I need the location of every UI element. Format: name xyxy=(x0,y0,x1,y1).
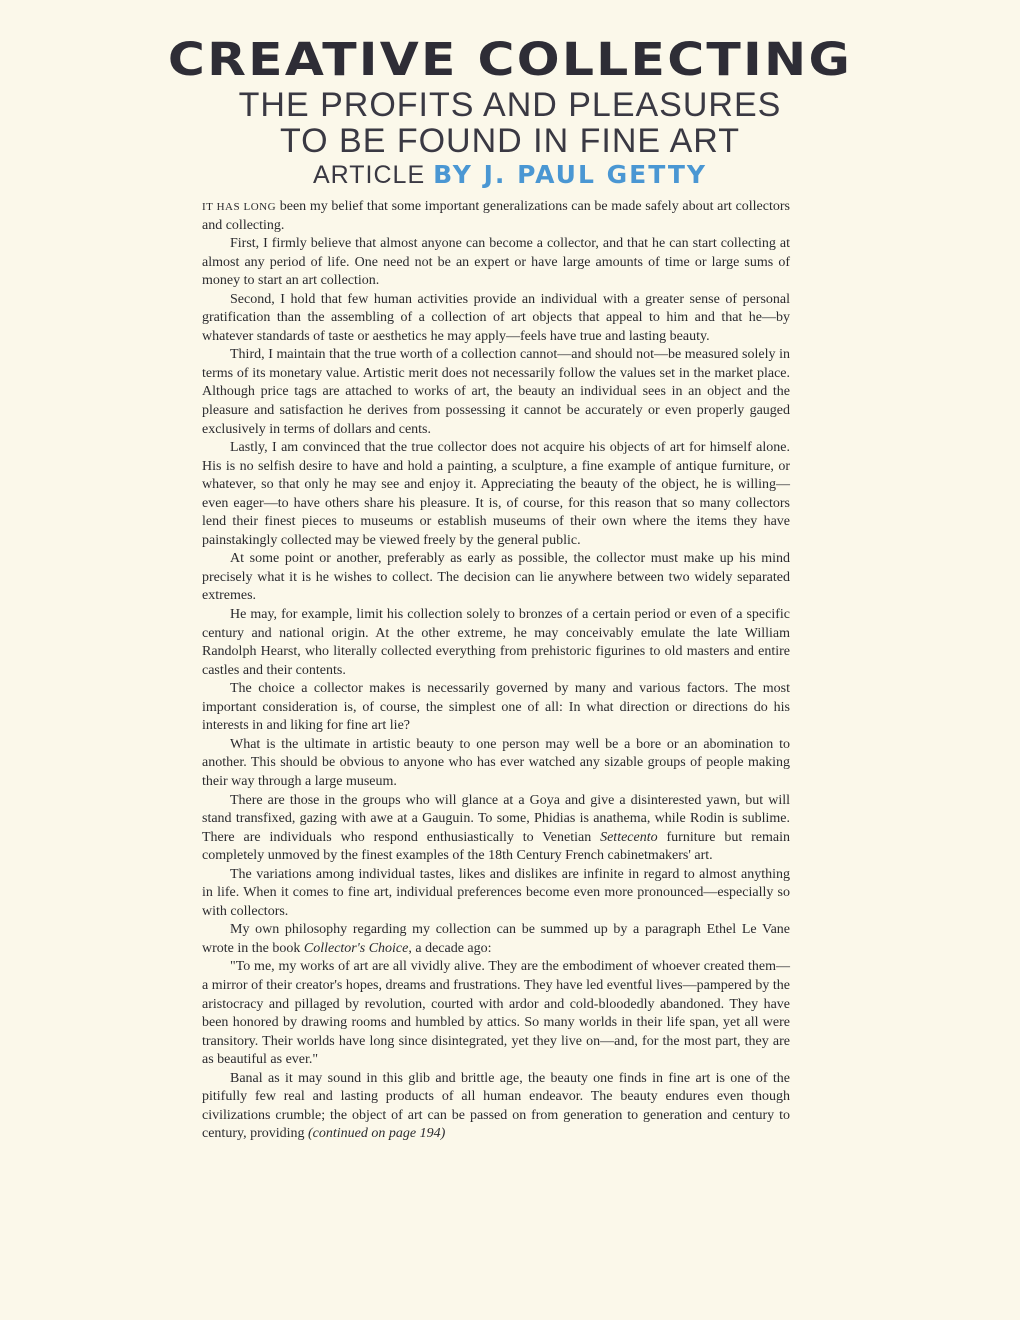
paragraph-4: Third, I maintain that the true worth of a collection cannot—and should not—be measured solely in terms of its monetary value. Artistic merit does not necessarily follow the values set in the market place. Although price tags are attached to works of art, the beauty an individual sees in an object and the pleasure and satisfaction he derives from possessing it cannot be accurately or even properly gauged exclusively in terms of dollars and cents. xyxy=(202,347,790,437)
article-body xyxy=(202,198,790,1144)
paragraph-12 xyxy=(202,921,790,958)
book-title: Collector's Choice xyxy=(303,940,409,956)
paragraph-10 xyxy=(202,792,790,866)
article-subtitle-line-2: TO BE FOUND IN FINE ART xyxy=(279,122,741,160)
article-subtitle-line-1: THE PROFITS AND PLEASURES xyxy=(238,86,782,124)
article-title: CREATIVE COLLECTING xyxy=(167,33,853,86)
paragraph-10-text-a: There are those in the groups who will glance at a Goya and give a disinterested yawn, but will stand transfixed, gazing with awe at a Gauguin. To some, Phidias is anathema, while Rodin is sublime. There are individuals who respond enthusiastically to Venetian xyxy=(202,792,790,845)
byline-author: BY J. PAUL GETTY xyxy=(433,160,707,189)
paragraph-1 xyxy=(202,198,790,235)
paragraph-12-text-a: My own philosophy regarding my collection can be summed up by a paragraph Ethel Le Vane wrote in the book xyxy=(202,922,790,956)
byline-prefix: ARTICLE xyxy=(313,161,434,189)
paragraph-2: First, I firmly believe that almost anyone can become a collector, and that he can start collecting at almost any period of life. One need not be an expert or have large amounts of time or large sums of money to start an art collection. xyxy=(202,236,790,289)
paragraph-12-text-b: , a decade ago: xyxy=(408,940,492,956)
paragraph-8: The choice a collector makes is necessarily governed by many and various factors. The most important consideration is, of course, the simplest one of all: In what direction or directions do his interests in and liking for fine art lie? xyxy=(202,681,790,734)
article-byline xyxy=(0,160,1020,190)
paragraph-6: At some point or another, preferably as early as possible, the collector must make up his mind precisely what it is he wishes to collect. The decision can lie anywhere between two widely separated extremes. xyxy=(202,551,790,604)
paragraph-5: Lastly, I am convinced that the true collector does not acquire his objects of art for himself alone. His is no selfish desire to have and hold a painting, a sculpture, a fine example of antique furniture, or whatever, so that only he may see and enjoy it. Appreciating the beauty of the object, he is willing—even eager—to have others share his pleasure. It is, of course, for this reason that so many collectors lend their finest pieces to museums or establish museums of their own where the items they have painstakingly collected may be viewed freely by the general public. xyxy=(202,440,790,548)
paragraph-14 xyxy=(202,1070,790,1144)
paragraph-7: He may, for example, limit his collection solely to bronzes of a certain period or even of a specific century and national origin. At the other extreme, he may conceivably emulate the late William Randolph Hearst, who literally collected everything from prehistoric figurines to old masters and entire castles and their contents. xyxy=(202,607,790,678)
continued-note: (continued on page 194) xyxy=(308,1126,446,1142)
article-header xyxy=(0,34,1020,190)
paragraph-13-quote: "To me, my works of art are all vividly alive. They are the embodiment of whoever created them—a mirror of their creator's hopes, dreams and frustrations. They have led eventful lives—pampered by the aristocracy and pillaged by revolution, courted with ardor and cold-bloodedly abandoned. They have been honored by drawing rooms and humbled by attics. So many worlds in their life span, yet all were transitory. Their worlds have long since disintegrated, yet they live on—and, for the most part, they are as beautiful as ever." xyxy=(202,959,790,1068)
paragraph-10-italic: Settecento xyxy=(600,829,658,845)
paragraph-10-text-b: furniture but remain completely unmoved by the finest examples of the 18th Century French cabinetmakers' art. xyxy=(202,829,790,864)
paragraph-14-text: Banal as it may sound in this glib and brittle age, the beauty one finds in fine art is one of the pitifully few real and lasting products of all human endeavor. The beauty endures even though civilizations crumble; the object of art can be passed on from generation to generation and century to century, providing xyxy=(202,1070,790,1142)
paragraph-1-text: been my belief that some important generalizations can be made safely about art collectors and collecting. xyxy=(202,199,790,233)
paragraph-3: Second, I hold that few human activities provide an individual with a greater sense of personal gratification than the assembling of a collection of art objects that appeal to him and that he—by whatever standards of taste or aesthetics he may apply—feels have true and lasting beauty. xyxy=(202,291,790,344)
paragraph-11: The variations among individual tastes, likes and dislikes are infinite in regard to almost anything in life. When it comes to fine art, individual preferences become even more pronounced—especially so with collectors. xyxy=(202,866,790,919)
paragraph-9: What is the ultimate in artistic beauty to one person may well be a bore or an abomination to another. This should be obvious to anyone who has ever watched any sizable groups of people making their way through a large museum. xyxy=(202,736,790,789)
lead-in: IT HAS LONG xyxy=(202,201,277,213)
